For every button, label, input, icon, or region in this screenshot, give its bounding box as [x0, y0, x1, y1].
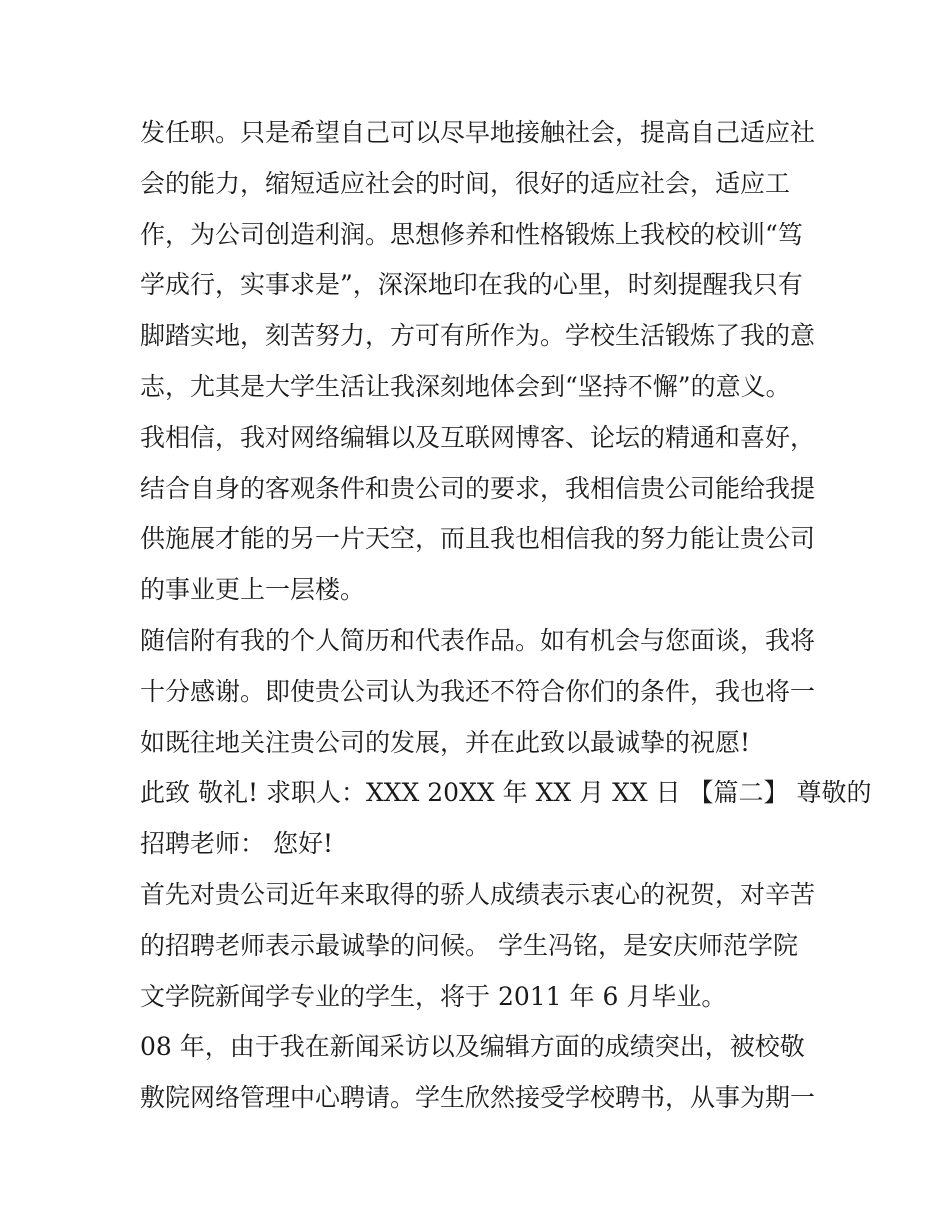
text-line: 文学院新闻学专业的学生，将于 2011 年 6 月毕业。 — [140, 981, 727, 1011]
text-line: 会的能力，缩短适应社会的时间，很好的适应社会，适应工 — [140, 168, 791, 198]
text-line: 敷院网络管理中心聘请。学生欣然接受学校聘书，从事为期一 — [140, 1083, 816, 1113]
text-line: 学成行，实事求是”，深深地印在我的心里，时刻提醒我只有 — [140, 270, 803, 300]
text-line: 脚踏实地，刻苦努力，方可有所作为。学校生活锻炼了我的意 — [140, 321, 816, 351]
text-line: 随信附有我的个人简历和代表作品。如有机会与您面谈，我将 — [140, 625, 816, 655]
text-line: 如既往地关注贵公司的发展，并在此致以最诚挚的祝愿! — [140, 727, 751, 757]
text-line: 作，为公司创造利润。思想修养和性格锻炼上我校的校训“笃 — [140, 219, 803, 249]
text-line: 招聘老师： 您好! — [140, 829, 333, 859]
text-line: 我相信，我对网络编辑以及互联网博客、论坛的精通和喜好， — [140, 422, 816, 452]
text-line: 发任职。只是希望自己可以尽早地接触社会，提高自己适应社 — [140, 118, 816, 147]
text-line: 的事业更上一层楼。 — [140, 575, 366, 605]
text-line: 十分感谢。即使贵公司认为我还不符合你们的条件，我也将一 — [140, 676, 816, 706]
text-line: 首先对贵公司近年来取得的骄人成绩表示衷心的祝贺，对辛苦 — [140, 879, 816, 909]
text-line: 志，尤其是大学生活让我深刻地体会到“坚持不懈”的意义。 — [140, 371, 791, 401]
text-line: 此致 敬礼! 求职人：XXX 20XX 年 XX 月 XX 日 【篇二】 尊敬的 — [140, 778, 872, 808]
text-line: 08 年，由于我在新闻采访以及编辑方面的成绩突出，被校敬 — [140, 1032, 805, 1062]
body-text — [140, 108, 872, 1124]
text-line: 的招聘老师表示最诚挚的问候。 学生冯铭，是安庆师范学院 — [140, 930, 798, 960]
text-line: 结合自身的客观条件和贵公司的要求，我相信贵公司能给我提 — [140, 473, 816, 503]
text-line: 供施展才能的另一片天空，而且我也相信我的努力能让贵公司 — [140, 524, 816, 554]
